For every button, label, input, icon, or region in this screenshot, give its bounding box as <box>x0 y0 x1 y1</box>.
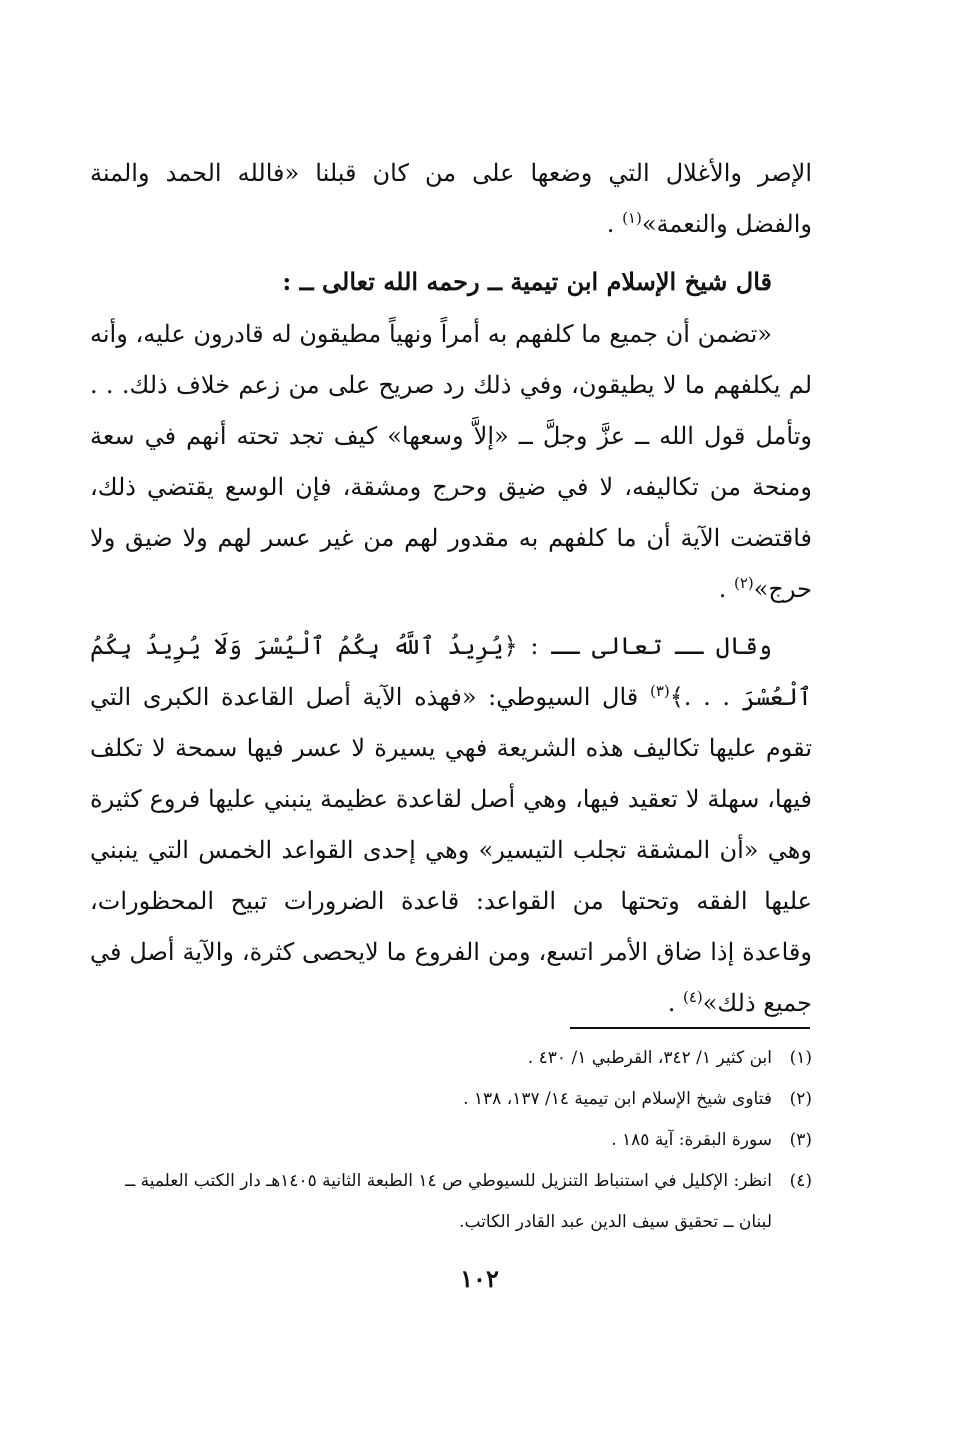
footnote-text: فتاوى شيخ الإسلام ابن تيمية ١٤/ ١٣٧، ١٣٨ . <box>463 1089 772 1109</box>
paragraph-end: . <box>718 575 734 603</box>
paragraph-1 <box>90 148 812 250</box>
paragraph-text: الإصر والأغلال التي وضعها على من كان قبلنا «فالله الحمد والمنة والفضل والنعمة» <box>90 159 813 238</box>
footnotes <box>90 1038 812 1243</box>
quran-verse: وقال ــ تعالى ــ : ﴿يُرِيدُ ٱللَّهُ بِكُمُ ٱلْيُسْرَ وَلَا يُرِيدُ بِكُمُ ٱلْعُسْرَ . . .﴾ <box>90 632 812 711</box>
paragraph-2 <box>90 309 812 615</box>
paragraph-end: . <box>606 210 623 238</box>
footnote-text: انظر: الإكليل في استنباط التنزيل للسيوطي ص ١٤ الطبعة الثانية ١٤٠٥هـ دار الكتب العلمية ــ لبنان ــ تحقيق سيف الدين عبد القادر الكاتب. <box>125 1171 772 1232</box>
footnote-number: (٤) <box>789 1171 812 1191</box>
footnote-number: (٢) <box>789 1089 812 1109</box>
footnote-divider <box>570 1027 810 1029</box>
paragraph-end: . <box>667 989 683 1017</box>
section-heading: قال شيخ الإسلام ابن تيمية ــ رحمه الله تعالى ــ : <box>282 267 772 296</box>
footnote-ref: (٤) <box>682 988 703 1006</box>
footnote-ref: (١) <box>622 209 642 227</box>
paragraph-3 <box>90 621 812 1029</box>
footnote-text: ابن كثير ١/ ٣٤٢، القرطبي ١/ ٤٣٠ . <box>527 1048 772 1068</box>
footnote <box>90 1038 812 1079</box>
footnote <box>90 1079 812 1120</box>
footnote <box>90 1120 812 1161</box>
paragraph-text: قال السيوطي: «فهذه الآية أصل القاعدة الكبرى التي تقوم عليها تكاليف هذه الشريعة فهي يسيرة لا عسر فيها سمحة لا تكلف فيها، سهلة لا تعقيد فيها، وهي أصل لقاعدة عظيمة ينبني عليها فروع كثيرة وهي «أن المشقة تجلب التيسير» وهي إحدى القواعد الخمس التي ينبني عليها الفقه وتحتها من القواعد: قاعدة الضرورات تبيح المحظورات، وقاعدة إذا ضاق الأمر اتسع، ومن الفروع ما لايحصى كثرة، والآية أصل في جميع ذلك» <box>90 683 812 1017</box>
footnote-number: (٣) <box>789 1130 812 1150</box>
footnote-number: (١) <box>789 1048 812 1068</box>
footnote-ref: (٢) <box>733 574 754 592</box>
main-text <box>90 148 812 1035</box>
footnote <box>90 1161 812 1243</box>
page-number: ١٠٢ <box>460 1264 499 1293</box>
paragraph-text: «تضمن أن جميع ما كلفهم به أمراً ونهياً مطيقون له قادرون عليه، وأنه لم يكلفهم ما لا يطيقون، وفي ذلك رد صريح على من زعم خلاف ذلك. . . وتأمل قول الله ــ عزَّ وجلَّ ــ «إلاَّ وسعها» كيف تجد تحته أنهم في سعة ومنحة من تكاليفه، لا في ضيق وحرج ومشقة، فإن الوسع يقتضي ذلك، فاقتضت الآية أن ما كلفهم به مقدور لهم من غير عسر لهم ولا ضيق ولا حرج» <box>90 320 813 603</box>
footnote-text: سورة البقرة: آية ١٨٥ . <box>611 1130 772 1150</box>
footnote-ref: (٣) <box>649 682 670 700</box>
